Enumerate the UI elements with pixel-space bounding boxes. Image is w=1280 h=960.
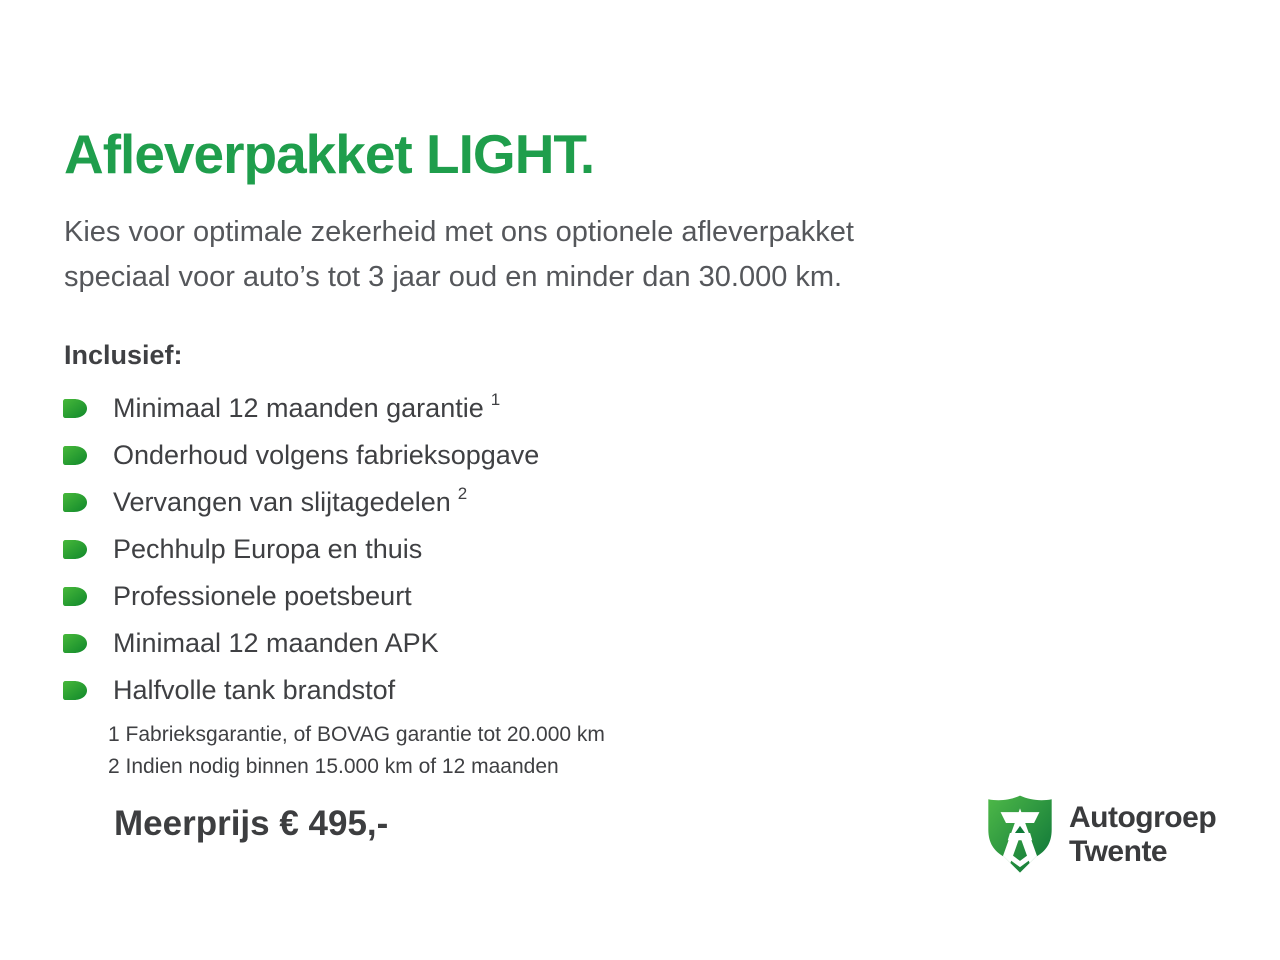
logo-line-1: Autogroep bbox=[1069, 800, 1217, 834]
list-item bbox=[62, 620, 539, 667]
list-item bbox=[62, 385, 539, 432]
page-title: Afleverpakket LIGHT. bbox=[64, 123, 595, 185]
list-item-label: Professionele poetsbeurt bbox=[113, 581, 412, 611]
intro-line-1: Kies voor optimale zekerheid met ons optionele afleverpakket bbox=[64, 216, 854, 248]
list-item-label: Minimaal 12 maanden APK bbox=[113, 628, 439, 658]
list-item bbox=[62, 479, 539, 526]
footnote-1: 1 Fabrieksgarantie, of BOVAG garantie tot 20.000 km bbox=[108, 723, 605, 746]
green-tag-bullet-icon bbox=[62, 398, 88, 419]
list-item-label: Vervangen van slijtagedelen bbox=[113, 487, 451, 517]
list-item bbox=[62, 667, 539, 714]
logo-line-2: Twente bbox=[1069, 834, 1168, 868]
list-item bbox=[62, 526, 539, 573]
list-item-label: Pechhulp Europa en thuis bbox=[113, 534, 423, 564]
list-item-label: Onderhoud volgens fabrieksopgave bbox=[113, 440, 540, 470]
green-tag-bullet-icon bbox=[62, 586, 88, 607]
green-tag-bullet-icon bbox=[62, 492, 88, 513]
list-item-label: Halfvolle tank brandstof bbox=[113, 675, 396, 705]
green-tag-bullet-icon bbox=[62, 539, 88, 560]
shield-a-icon bbox=[984, 789, 1056, 880]
green-tag-bullet-icon bbox=[62, 445, 88, 466]
green-tag-bullet-icon bbox=[62, 633, 88, 654]
green-tag-bullet-icon bbox=[62, 680, 88, 701]
footnote-2: 2 Indien nodig binnen 15.000 km of 12 maanden bbox=[108, 755, 559, 778]
footnote-marker: 2 bbox=[457, 483, 468, 503]
footnotes bbox=[108, 719, 605, 783]
intro-text bbox=[64, 210, 854, 300]
inclusief-list bbox=[62, 385, 539, 714]
list-item bbox=[62, 573, 539, 620]
price-label: Meerprijs € 495,- bbox=[114, 804, 389, 843]
list-item bbox=[62, 432, 539, 479]
footnote-marker: 1 bbox=[490, 389, 501, 409]
intro-line-2: speciaal voor auto’s tot 3 jaar oud en minder dan 30.000 km. bbox=[64, 261, 843, 293]
inclusief-heading: Inclusief: bbox=[64, 340, 183, 370]
list-item-label: Minimaal 12 maanden garantie bbox=[113, 393, 484, 423]
dealer-logo bbox=[984, 789, 1216, 880]
logo-text bbox=[1069, 801, 1216, 869]
